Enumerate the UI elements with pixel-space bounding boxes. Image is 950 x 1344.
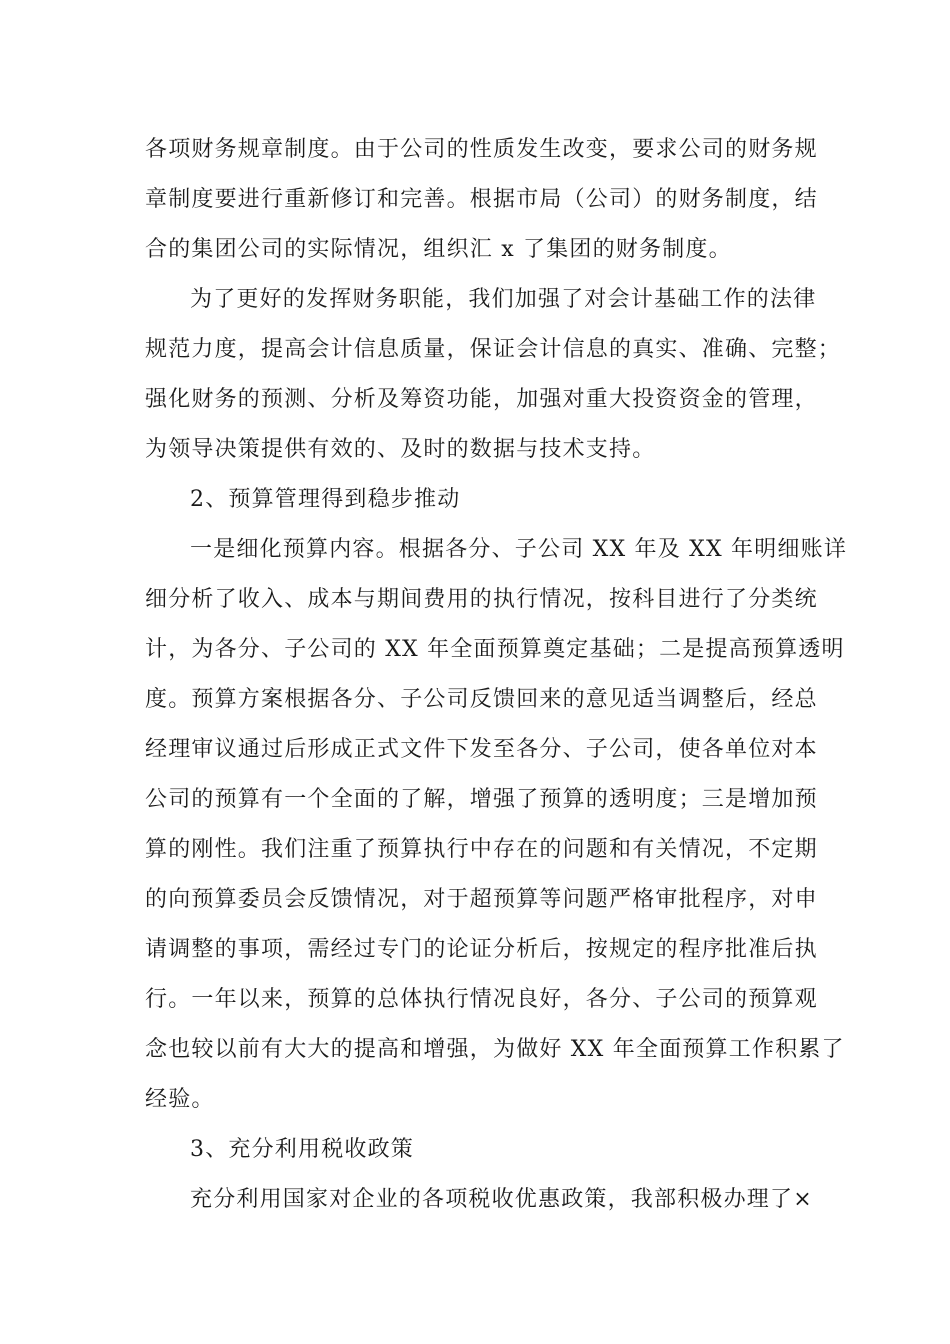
- paragraph-line: 各项财务规章制度。由于公司的性质发生改变，要求公司的财务规: [145, 137, 818, 162]
- paragraph-line: 度。预算方案根据各分、子公司反馈回来的意见适当调整后，经总: [145, 687, 818, 712]
- paragraph-line: 经验。: [145, 1087, 215, 1112]
- paragraph-line: 为了更好的发挥财务职能，我们加强了对会计基础工作的法律: [190, 287, 817, 312]
- paragraph-line: 一是细化预算内容。根据各分、子公司 XX 年及 XX 年明细账详: [190, 537, 848, 562]
- paragraph-line: 请调整的事项，需经过专门的论证分析后，按规定的程序批准后执: [145, 937, 818, 962]
- paragraph-line: 强化财务的预测、分析及筹资功能，加强对重大投资资金的管理，: [145, 387, 818, 412]
- section-heading: 3、充分利用税收政策: [190, 1137, 414, 1162]
- paragraph-line: 充分利用国家对企业的各项税收优惠政策，我部积极办理了×: [190, 1187, 813, 1212]
- paragraph-line: 行。一年以来，预算的总体执行情况良好，各分、子公司的预算观: [145, 987, 818, 1012]
- paragraph-line: 为领导决策提供有效的、及时的数据与技术支持。: [145, 437, 656, 462]
- paragraph-line: 算的刚性。我们注重了预算执行中存在的问题和有关情况，不定期: [145, 837, 818, 862]
- paragraph-line: 细分析了收入、成本与期间费用的执行情况，按科目进行了分类统: [145, 587, 818, 612]
- paragraph-line: 章制度要进行重新修订和完善。根据市局（公司）的财务制度，结: [145, 187, 818, 212]
- paragraph-line: 计，为各分、子公司的 XX 年全面预算奠定基础；二是提高预算透明: [145, 637, 845, 662]
- paragraph-line: 规范力度，提高会计信息质量，保证会计信息的真实、准确、完整；: [145, 337, 842, 362]
- paragraph-line: 合的集团公司的实际情况，组织汇 x 了集团的财务制度。: [145, 237, 732, 262]
- section-heading: 2、预算管理得到稳步推动: [190, 487, 461, 512]
- paragraph-line: 的向预算委员会反馈情况，对于超预算等问题严格审批程序，对申: [145, 887, 818, 912]
- paragraph-line: 念也较以前有大大的提高和增强，为做好 XX 年全面预算工作积累了: [145, 1037, 845, 1062]
- paragraph-line: 经理审议通过后形成正式文件下发至各分、子公司，使各单位对本: [145, 737, 818, 762]
- paragraph-line: 公司的预算有一个全面的了解，增强了预算的透明度；三是增加预: [145, 787, 818, 812]
